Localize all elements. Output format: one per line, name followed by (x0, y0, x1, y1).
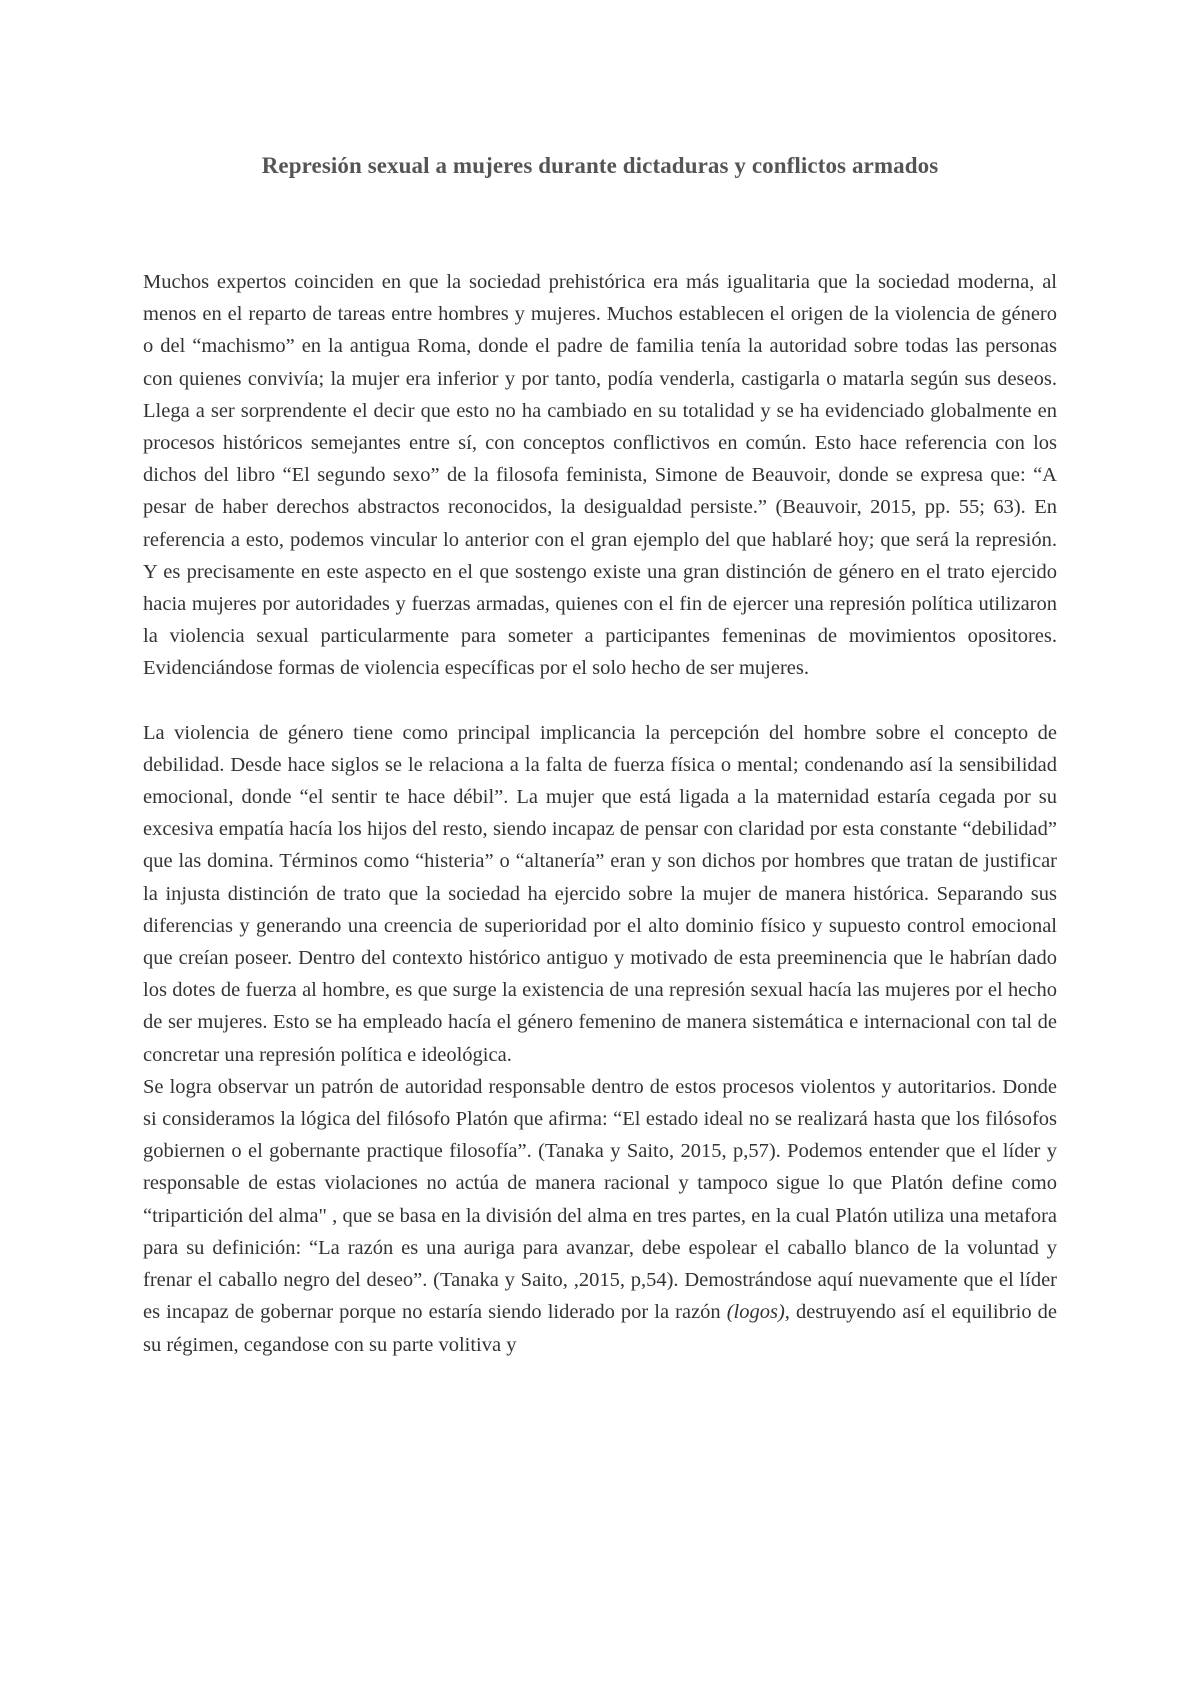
paragraph-3 (143, 1071, 1057, 1361)
document-body (143, 266, 1057, 1361)
paragraph-2: La violencia de género tiene como principal implicancia la percepción del hombre sobre el concepto de debilidad. Desde hace siglos se le relaciona a la falta de fuerza física o mental; condenando así la sensibilidad emocional, donde “el sentir te hace débil”. La mujer que está ligada a la maternidad estaría cegada por su excesiva empatía hacía los hijos del resto, siendo incapaz de pensar con claridad por esta constante “debilidad” que las domina. Términos como “histeria” o “altanería” eran y son dichos por hombres que tratan de justificar la injusta distinción de trato que la sociedad ha ejercido sobre la mujer de manera histórica. Separando sus diferencias y generando una creencia de superioridad por el alto dominio físico y supuesto control emocional que creían poseer. Dentro del contexto histórico antiguo y motivado de esta preeminencia que le habrían dado los dotes de fuerza al hombre, es que surge la existencia de una represión sexual hacía las mujeres por el hecho de ser mujeres. Esto se ha empleado hacía el género femenino de manera sistemática e internacional con tal de concretar una represión política e ideológica. (143, 721, 1057, 1066)
paragraph-1: Muchos expertos coinciden en que la sociedad prehistórica era más igualitaria que la sociedad moderna, al menos en el reparto de tareas entre hombres y mujeres. Muchos establecen el origen de la violencia de género o del “machismo” en la antigua Roma, donde el padre de familia tenía la autoridad sobre todas las personas con quienes convivía; la mujer era inferior y por tanto, podía venderla, castigarla o matarla según sus deseos. Llega a ser sorprendente el decir que esto no ha cambiado en su totalidad y se ha evidenciado globalmente en procesos históricos semejantes entre sí, con conceptos conflictivos en común. Esto hace referencia con los dichos del libro “El segundo sexo” de la filosofa feminista, Simone de Beauvoir, donde se expresa que: “A pesar de haber derechos abstractos reconocidos, la desigualdad persiste.” (Beauvoir, 2015, pp. 55; 63). En referencia a esto, podemos vincular lo anterior con el gran ejemplo del que hablaré hoy; que será la represión. Y es precisamente en este aspecto en el que sostengo existe una gran distinción de género en el trato ejercido hacia mujeres por autoridades y fuerzas armadas, quienes con el fin de ejercer una represión política utilizaron la violencia sexual particularmente para someter a participantes femeninas de movimientos opositores. Evidenciándose formas de violencia específicas por el solo hecho de ser mujeres. (143, 271, 1057, 680)
document-title: Represión sexual a mujeres durante dictaduras y conflictos armados (261, 153, 939, 178)
paragraph-3-italic-term: (logos) (726, 1301, 785, 1324)
paragraph-3-text: Se logra observar un patrón de autoridad responsable dentro de estos procesos violentos y autoritarios. Donde si consideramos la lógica del filósofo Platón que afirma: “El estado ideal no se realizará hasta que los filósofos gobiernen o el gobernante practique filosofía”. (Tanaka y Saito, 2015, p,57). Podemos entender que el líder y responsable de estas violaciones no actúa de manera racional y tampoco sigue lo que Platón define como “tripartición del alma" , que se basa en la división del alma en tres partes, en la cual Platón utiliza una metafora para su definición: “La razón es una auriga para avanzar, debe espolear el caballo blanco de la voluntad y frenar el caballo negro del deseo”. (Tanaka y Saito, ,2015, p,54). Demostrándose aquí nuevamente que el líder es incapaz de gobernar porque no estaría siendo liderado por la razón (143, 1075, 1057, 1324)
paragraph-3-tail: , destruyendo así el equilibrio de su régimen, cegandose con su parte volitiva y (143, 1301, 1057, 1356)
